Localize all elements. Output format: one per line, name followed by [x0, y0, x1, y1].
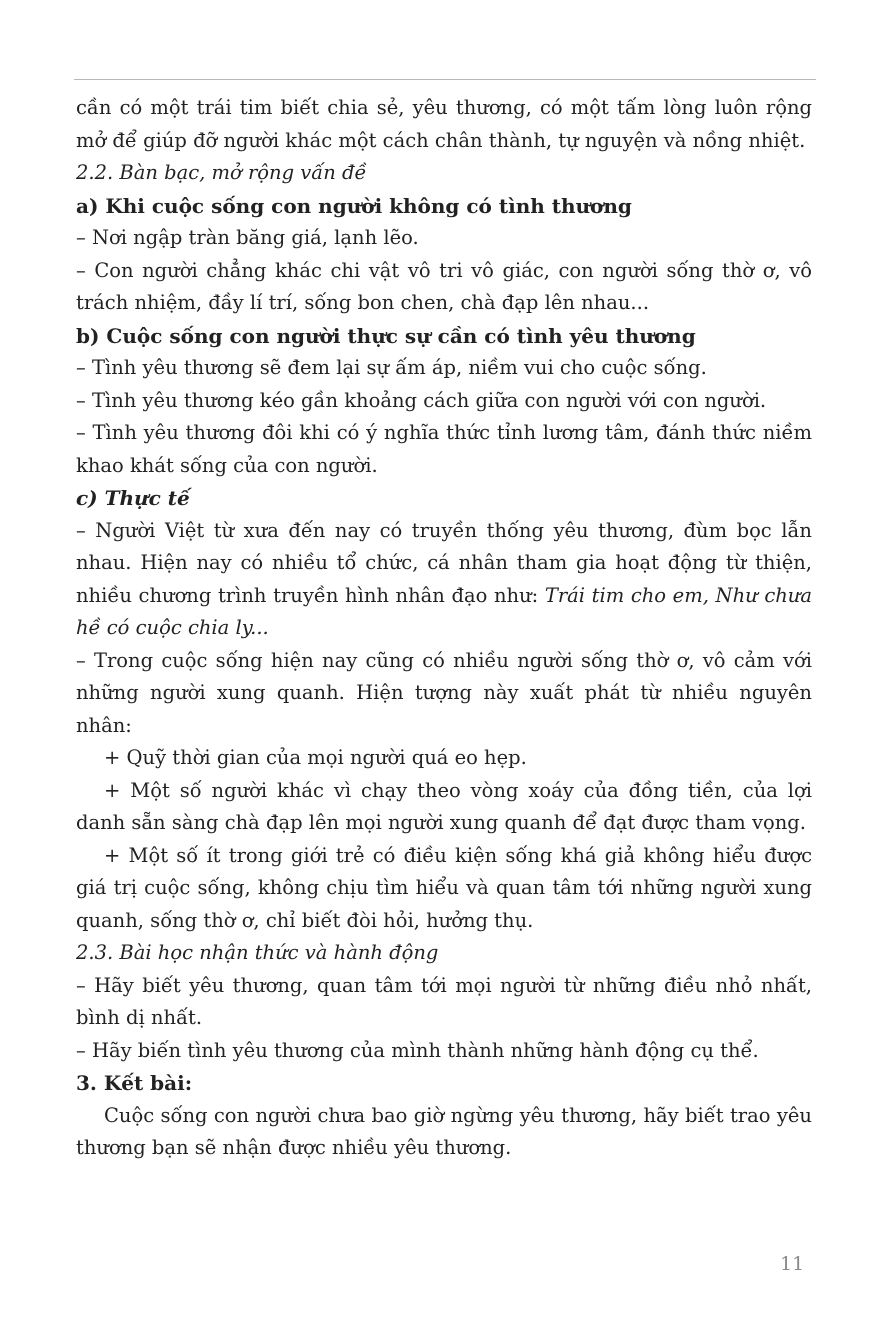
paragraph-conclusion: Cuộc sống con người chưa bao giờ ngừng yêu thương, hãy biết trao yêu thương bạn sẽ nhận được nhiều yêu thương.: [76, 1103, 812, 1159]
subheading-c: c) Thực tế: [76, 486, 190, 510]
subheading-b: b) Cuộc sống con người thực sự cần có tình yêu thương: [76, 323, 696, 348]
program-titles: Trái tim cho em, Như chưa hề có cuộc chia ly...: [76, 583, 812, 639]
list-item: – Tình yêu thương đôi khi có ý nghĩa thức tỉnh lương tâm, đánh thức niềm khao khát sống của con người.: [76, 421, 812, 477]
list-item: – Tình yêu thương kéo gần khoảng cách giữa con người với con người.: [76, 388, 767, 412]
list-item-with-examples: [76, 515, 812, 645]
list-item: – Hãy biến tình yêu thương của mình thành những hành động cụ thể.: [76, 1038, 759, 1062]
sub-list-item: + Quỹ thời gian của mọi người quá eo hẹp.: [104, 746, 527, 769]
section-heading-2-3: 2.3. Bài học nhận thức và hành động: [76, 941, 439, 964]
header-rule: [74, 79, 816, 80]
list-item: – Nơi ngập tràn băng giá, lạnh lẽo.: [76, 226, 419, 249]
list-item: – Con người chẳng khác chi vật vô tri vô giác, con người sống thờ ơ, vô trách nhiệm, đầy lí trí, sống bon chen, chà đạp lên nhau...: [76, 258, 812, 314]
list-item: – Trong cuộc sống hiện nay cũng có nhiều người sống thờ ơ, vô cảm với những người xung quanh. Hiện tượng này xuất phát từ nhiều nguyên nhân:: [76, 648, 812, 737]
page-body: [76, 92, 812, 1165]
list-item-text: – Người Việt từ xưa đến nay có truyền thống yêu thương, đùm bọc lẫn nhau. Hiện nay có nhiều tổ chức, cá nhân tham gia hoạt động từ thiện, nhiều chương trình truyền hình nhân đạo như:: [76, 518, 812, 607]
list-item: – Hãy biết yêu thương, quan tâm tới mọi người từ những điều nhỏ nhất, bình dị nhất.: [76, 973, 812, 1029]
list-item: – Tình yêu thương sẽ đem lại sự ấm áp, niềm vui cho cuộc sống.: [76, 356, 707, 379]
sub-list-item: + Một số ít trong giới trẻ có điều kiện sống khá giả không hiểu được giá trị cuộc sống, không chịu tìm hiểu và quan tâm tới những người xung quanh, sống thờ ơ, chỉ biết đòi hỏi, hưởng thụ.: [76, 843, 812, 932]
paragraph-intro: cần có một trái tim biết chia sẻ, yêu thương, có một tấm lòng luôn rộng mở để giúp đỡ người khác một cách chân thành, tự nguyện và nồng nhiệt.: [76, 96, 812, 152]
subheading-a: a) Khi cuộc sống con người không có tình thương: [76, 193, 632, 218]
sub-list-item: + Một số người khác vì chạy theo vòng xoáy của đồng tiền, của lợi danh sẵn sàng chà đạp lên mọi người xung quanh để đạt được tham vọng.: [76, 778, 812, 834]
page-number: 11: [780, 1253, 805, 1275]
section-heading-3: 3. Kết bài:: [76, 1071, 193, 1095]
section-heading-2-2: 2.2. Bàn bạc, mở rộng vấn đề: [76, 161, 367, 184]
